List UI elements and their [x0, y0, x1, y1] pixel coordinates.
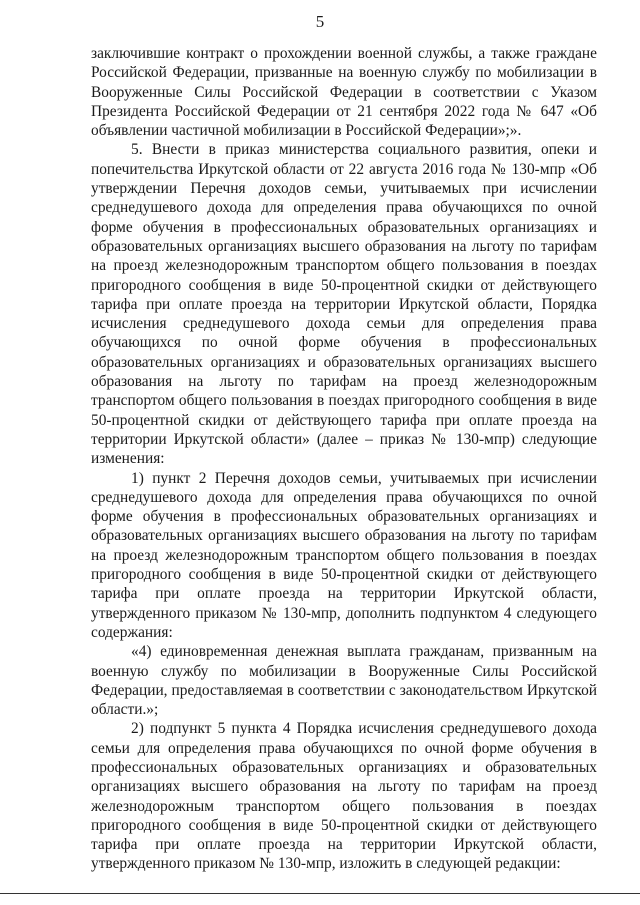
paragraph-subitem-2: 2) подпункт 5 пункта 4 Порядка исчисления среднедушевого дохода семьи для определения права обучающихся по очной форме обучения в профессиональных образовательных организациях и образовательных организациях высшего образования на льготу по тарифам на проезд железнодорожным транспортом общего пользования в поездах пригородного сообщения в виде 50-процентной скидки от действующего тарифа при оплате проезда на территории Иркутской области, утвержденного приказом № 130-мпр, изложить в следующей редакции: — [91, 720, 597, 873]
document-body — [91, 44, 597, 874]
page-bottom-edge — [0, 893, 640, 894]
paragraph-item-5: 5. Внести в приказ министерства социального развития, опеки и попечительства Иркутской области от 22 августа 2016 года № 130-мпр «Об утверждении Перечня доходов семьи, учитываемых при исчислении среднедушевого дохода для определения права обучающихся по очной форме обучения в профессиональных образовательных организациях и образовательных организациях высшего образования на льготу по тарифам на проезд железнодорожным транспортом общего пользования в поездах пригородного сообщения в виде 50-процентной скидки от действующего тарифа при оплате проезда на территории Иркутской области, Порядка исчисления среднедушевого дохода семьи для определения права обучающихся по очной форме обучения в профессиональных образовательных организациях и образовательных организациях высшего образования на льготу по тарифам на проезд железнодорожным транспортом общего пользования в поездах пригородного сообщения в виде 50-процентной скидки от действующего тарифа при оплате проезда на территории Иркутской области» (далее – приказ № 130-мпр) следующие изменения: — [91, 141, 597, 468]
paragraph-quoted-subitem-4: «4) единовременная денежная выплата гражданам, призванным на военную службу по мобилизации в Вооруженные Силы Российской Федерации, предоставляемая в соответствии с законодательством Иркутской области.»; — [91, 643, 597, 719]
paragraph-subitem-1: 1) пункт 2 Перечня доходов семьи, учитываемых при исчислении среднедушевого дохода для определения права обучающихся по очной форме обучения в профессиональных образовательных организациях и образовательных организациях высшего образования на льготу по тарифам на проезд железнодорожным транспортом общего пользования в поездах пригородного сообщения в виде 50-процентной скидки от действующего тарифа при оплате проезда на территории Иркутской области, утвержденного приказом № 130-мпр, дополнить подпунктом 4 следующего содержания: — [91, 469, 597, 641]
page-number: 5 — [315, 12, 325, 31]
paragraph-continuation: заключившие контракт о прохождении военной службы, а также граждане Российской Федерации, призванные на военную службу по мобилизации в Вооруженные Силы Российской Федерации в соответствии с Указом Президента Российской Федерации от 21 сентября 2022 года № 647 «Об объявлении частичной мобилизации в Российской Федерации»;». — [91, 45, 597, 140]
